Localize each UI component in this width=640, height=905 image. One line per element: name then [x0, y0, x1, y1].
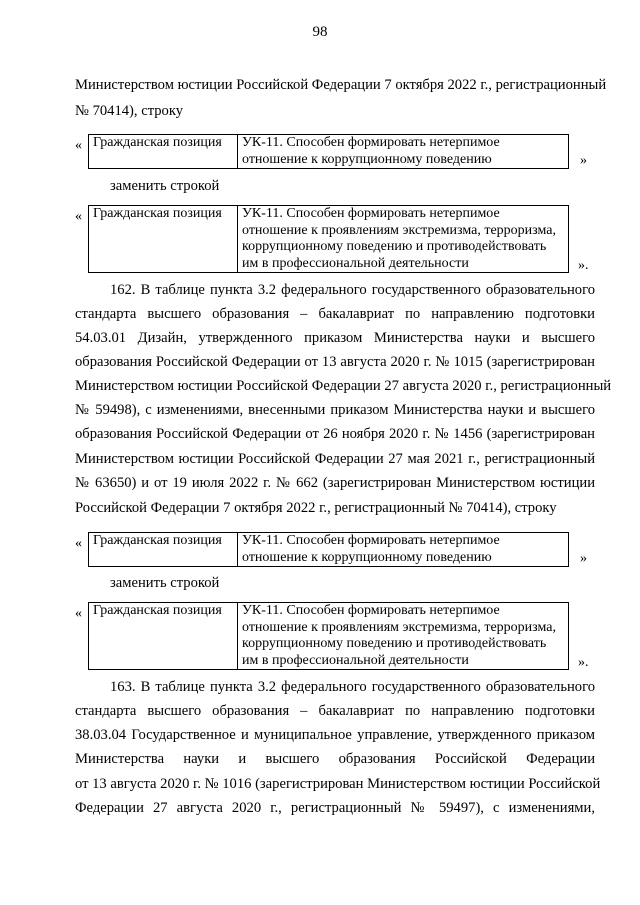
- quote-close: »: [580, 153, 587, 168]
- text-line: стандарта высшего образования – бакалавриат по направлению подготовки: [75, 306, 595, 322]
- text-line: № 63650) и от 19 июля 2022 г. № 662 (зарегистрирован Министерством юстиции: [75, 475, 595, 491]
- quote-open: «: [75, 138, 82, 153]
- quote-close: ».: [578, 258, 589, 273]
- quote-close: ».: [578, 655, 589, 670]
- table-row: [89, 533, 569, 567]
- text-line: Федерации 27 августа 2020 г., регистрационный № 59497), с изменениями,: [75, 800, 595, 816]
- quote-open: «: [75, 536, 82, 551]
- table-row: [89, 603, 569, 670]
- text-line: Министерством юстиции Российской Федерации 27 мая 2021 г., регистрационный: [75, 451, 595, 467]
- replace-label: заменить строкой: [110, 178, 220, 194]
- text-line: № 70414), строку: [75, 103, 184, 119]
- text-line: 162. В таблице пункта 3.2 федерального государственного образовательного: [110, 282, 595, 298]
- text-line: Российской Федерации 7 октября 2022 г., регистрационный № 70414), строку: [75, 500, 557, 516]
- text-line: Министерством юстиции Российской Федерации 7 октября 2022 г., регистрационный: [75, 77, 607, 93]
- table-cell-competency: УК-11. Способен формировать нетерпимое отношение к проявлениям экстремизма, терроризма, коррупционному поведению и противодействовать им в профессиональной деятельности: [238, 206, 569, 273]
- text-line: образования Российской Федерации от 26 ноября 2020 г. № 1456 (зарегистрирован: [75, 426, 595, 442]
- replace-label: заменить строкой: [110, 575, 220, 591]
- table-cell-competency: УК-11. Способен формировать нетерпимое отношение к коррупционному поведению: [238, 533, 569, 567]
- text-line: от 13 августа 2020 г. № 1016 (зарегистрирован Министерством юстиции Российской: [75, 776, 601, 792]
- competency-table-new: [88, 602, 569, 670]
- text-line: 54.03.01 Дизайн, утвержденного приказом Министерства науки и высшего: [75, 330, 595, 346]
- quote-close: »: [580, 551, 587, 566]
- competency-table-old: [88, 134, 569, 169]
- table-row: [89, 135, 569, 169]
- table-cell-competency: УК-11. Способен формировать нетерпимое отношение к коррупционному поведению: [238, 135, 569, 169]
- competency-table-old: [88, 532, 569, 567]
- quote-open: «: [75, 209, 82, 224]
- text-line: стандарта высшего образования – бакалавриат по направлению подготовки: [75, 703, 595, 719]
- table-cell-category: Гражданская позиция: [89, 603, 238, 670]
- table-cell-category: Гражданская позиция: [89, 206, 238, 273]
- page-number: 98: [312, 24, 328, 40]
- competency-table-new: [88, 205, 569, 273]
- text-line: образования Российской Федерации от 13 августа 2020 г. № 1015 (зарегистрирован: [75, 354, 595, 370]
- text-line: № 59498), с изменениями, внесенными приказом Министерства науки и высшего: [75, 402, 595, 418]
- table-cell-category: Гражданская позиция: [89, 135, 238, 169]
- table-cell-competency: УК-11. Способен формировать нетерпимое отношение к проявлениям экстремизма, терроризма, коррупционному поведению и противодействовать им в профессиональной деятельности: [238, 603, 569, 670]
- text-line: Министерства науки и высшего образования Российской Федерации: [75, 751, 595, 767]
- quote-open: «: [75, 606, 82, 621]
- table-cell-category: Гражданская позиция: [89, 533, 238, 567]
- text-line: 163. В таблице пункта 3.2 федерального государственного образовательного: [110, 679, 595, 695]
- table-row: [89, 206, 569, 273]
- text-line: Министерством юстиции Российской Федерации 27 августа 2020 г., регистрационный: [75, 378, 612, 394]
- text-line: 38.03.04 Государственное и муниципальное управление, утвержденного приказом: [75, 727, 595, 743]
